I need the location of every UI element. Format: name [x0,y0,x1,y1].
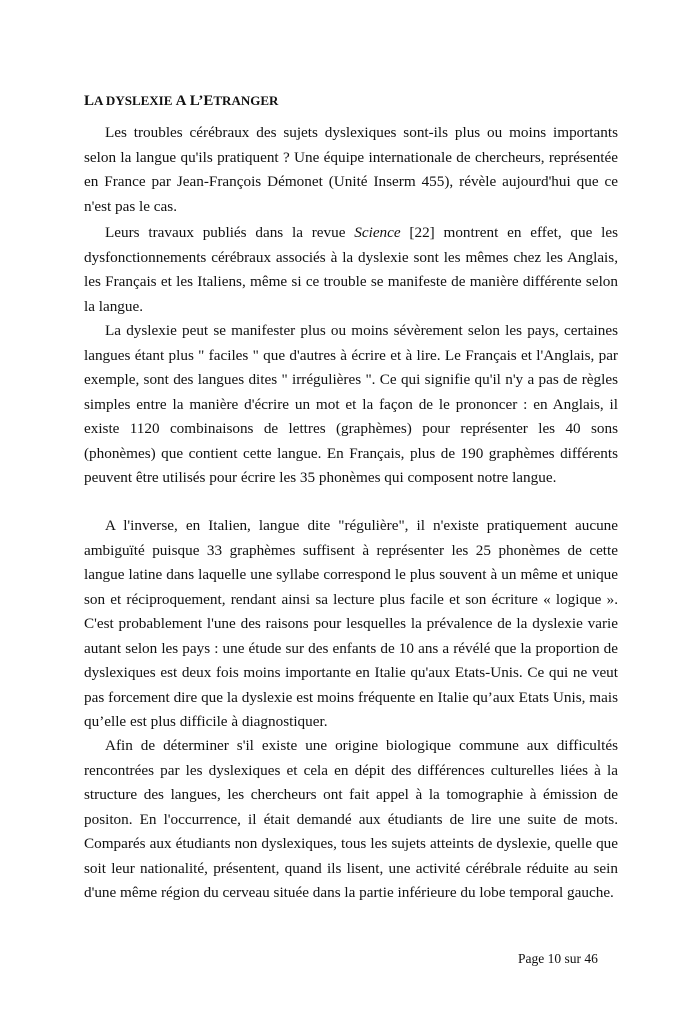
section-heading [84,93,278,110]
paragraph-1: Les troubles cérébraux des sujets dyslexiques sont-ils plus ou moins importants selon la langue qu'ils pratiquent ? Une équipe internationale de chercheurs, représentée en France par Jean-François Démonet (Unité Inserm 455), révèle aujourd'hui que ce n'est pas le cas. [84,124,618,215]
paragraph-2 [84,221,618,319]
heading-rest-1: A DYSLEXIE [94,93,176,108]
paragraph-5: Afin de déterminer s'il existe une origine biologique commune aux difficultés rencontrées par les dyslexiques et cela en dépit des différences culturelles liées à la structure des langues, les chercheurs ont fait appel à la tomographie à émission de positon. En l'occurrence, il était demandé aux étudiants de lire une suite de mots. Comparés aux étudiants non dyslexiques, tous les sujets atteints de dyslexie, quelle que soit leur nationalité, présentent, quand ils lisent, une activité cérébrale réduite au sein d'une même région du cerveau située dans la partie inférieure du lobe temporal gauche. [84,737,618,901]
heading-cap-3: L’E [189,93,214,109]
heading-rest-3: TRANGER [213,93,279,108]
paragraph-4: A l'inverse, en Italien, langue dite "régulière", il n'existe pratiquement aucune ambiguïté puisque 33 graphèmes suffisent à représenter les 25 phonèmes de cette langue latine dans laquelle une syllabe correspond le plus souvent à un même et unique son et réciproquement, rendant ainsi sa lecture plus facile et son écriture « logique ». C'est probablement l'une des raisons pour lesquelles la prévalence de la dyslexie varie autant selon les pays : une étude sur des enfants de 10 ans a révélé que la proportion de dyslexiques est deux fois moins importante en Italie qu'aux Etats-Unis. Ce qui ne veut pas forcement dire que la dyslexie est moins fréquente en Italie qu’aux Etats Unis, mais qu’elle est plus difficile à diagnostiquer. [84,517,618,730]
heading-cap-2: A [175,93,187,109]
paragraph-2-text-b: [22] montrent en effet, que les dysfonctionnements cérébraux associés à la dyslexie sont les mêmes chez les Anglais, les Français et les Italiens, même si ce trouble se manifeste de manière différente selon la langue. [84,224,618,315]
journal-name-science: Science [354,224,401,241]
page-number: Page 10 sur 46 [518,951,598,966]
paragraph-3: La dyslexie peut se manifester plus ou moins sévèrement selon les pays, certaines langues étant plus " faciles " que d'autres à écrire et à lire. Le Français et l'Anglais, par exemple, sont des langues dites " irrégulières ". Ce qui signifie qu'il n'y a pas de règles simples entre la manière d'écrire un mot et la façon de le prononcer : en Anglais, il existe 1120 combinaisons de lettres (graphèmes) pour représenter les 40 sons (phonèmes) que contient cette langue. En Français, plus de 190 graphèmes différents peuvent être utilisés pour écrire les 35 phonèmes qui composent notre langue. [84,322,618,486]
heading-cap-1: L [84,93,95,109]
paragraph-2-text-a: Leurs travaux publiés dans la revue [105,224,355,241]
